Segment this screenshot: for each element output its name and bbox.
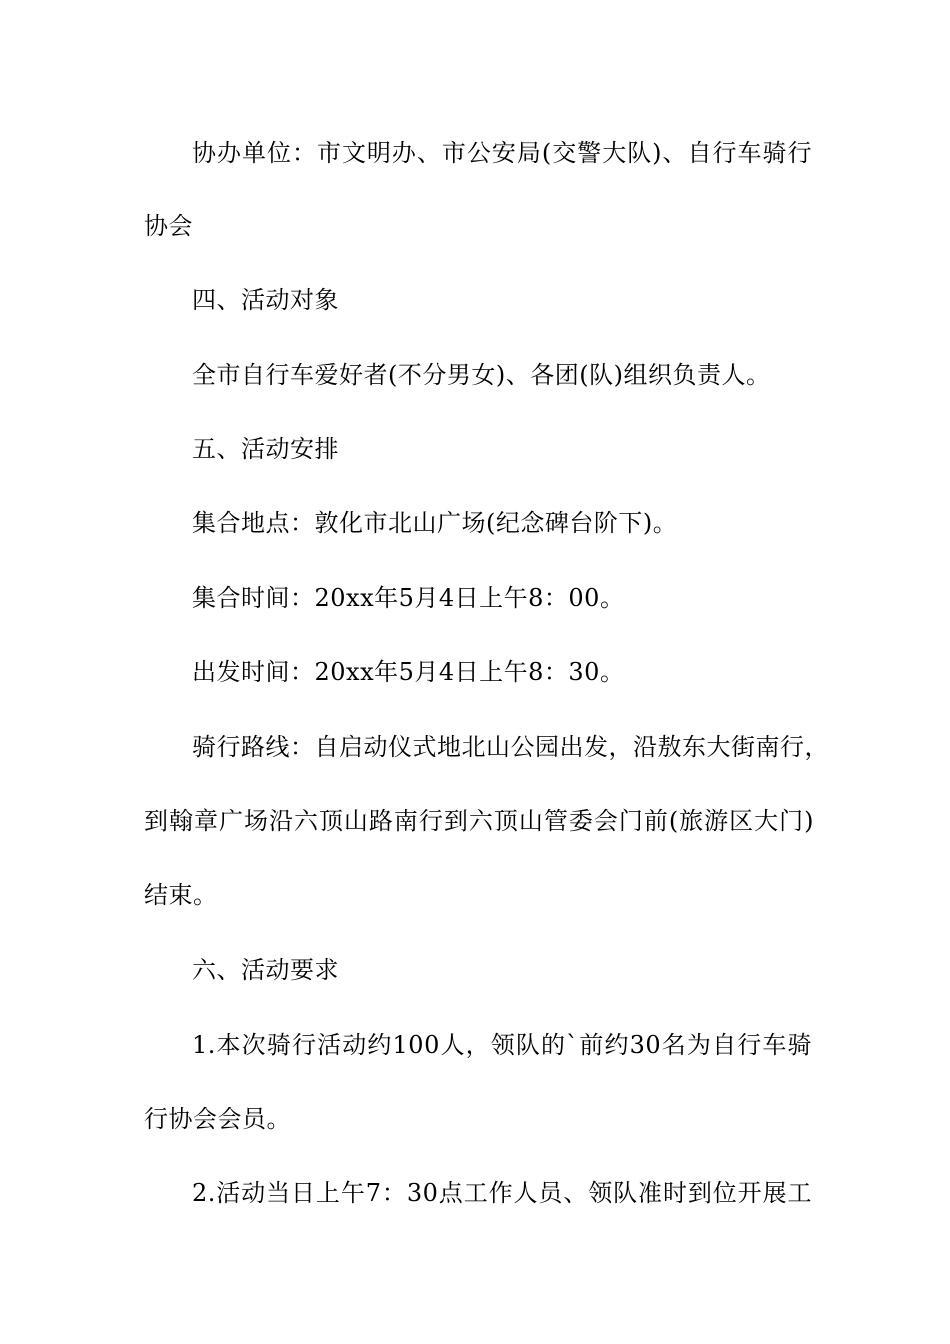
text-line-meeting-place: 集合地点：敦化市北山广场(纪念碑台阶下)。 xyxy=(192,509,678,537)
text-line-requirement-1-cont: 行协会会员。 xyxy=(144,1105,291,1133)
text-line-meeting-time: 集合时间：20xx年5月4日上午8：00。 xyxy=(192,584,625,612)
text-line-departure-time: 出发时间：20xx年5月4日上午8：30。 xyxy=(192,658,625,686)
text-line-co-organizers: 协办单位：市文明办、市公安局(交警大队)、自行车骑行 xyxy=(192,139,812,167)
section-heading-requirements: 六、活动要求 xyxy=(192,956,339,984)
text-line-requirement-2: 2.活动当日上午7：30点工作人员、领队准时到位开展工 xyxy=(192,1179,812,1207)
text-line-participants: 全市自行车爱好者(不分男女)、各团(队)组织负责人。 xyxy=(192,361,771,389)
text-line-route-end: 结束。 xyxy=(144,881,218,909)
text-line-co-organizers-cont: 协会 xyxy=(144,212,193,240)
text-line-route: 骑行路线：自启动仪式地北山公园出发，沿敖东大街南行， xyxy=(192,733,829,761)
section-heading-arrangement: 五、活动安排 xyxy=(192,435,339,463)
text-line-route-cont: 到翰章广场沿六顶山路南行到六顶山管委会门前(旅游区大门) xyxy=(144,807,814,835)
section-heading-participants: 四、活动对象 xyxy=(192,286,339,314)
text-line-requirement-1: 1.本次骑行活动约100人，领队的`前约30名为自行车骑 xyxy=(192,1031,812,1059)
